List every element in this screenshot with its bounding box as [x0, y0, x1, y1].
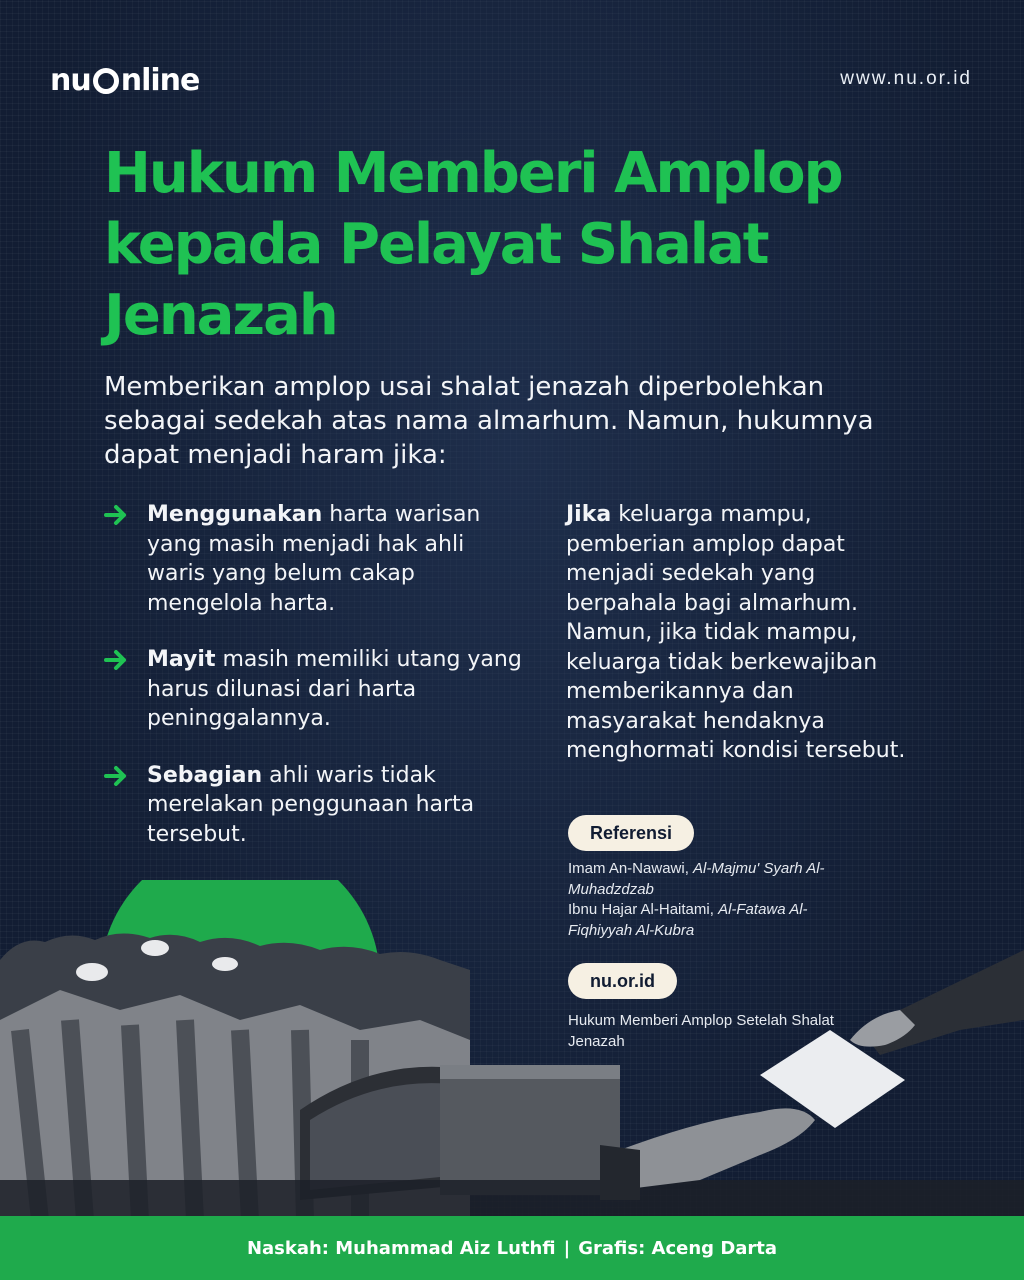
bullet-text: masih memiliki utang yang harus dilunasi dari harta peninggalannya.: [147, 647, 522, 731]
source-badge[interactable]: nu.or.id: [568, 963, 677, 999]
arrow-right-icon: [104, 504, 128, 526]
writer-credit: Naskah: Muhammad Aiz Luthfi: [246, 1237, 556, 1259]
right-keyword: Jika: [566, 502, 612, 527]
bullet-keyword: Mayit: [147, 647, 216, 672]
nu-online-logo[interactable]: [50, 60, 199, 100]
bullet-text: harta warisan yang masih menjadi hak ahli waris yang belum cakap mengelola harta.: [147, 502, 481, 616]
arrow-right-icon: [104, 765, 128, 787]
site-url[interactable]: www.nu.or.id: [840, 68, 972, 89]
reference-author: Imam An-Nawawi,: [568, 860, 694, 877]
list-item: [104, 645, 524, 734]
references-badge: Referensi: [568, 815, 694, 851]
source-title: Hukum Memberi Amplop Setelah Shalat Jenazah: [568, 1012, 834, 1050]
credit-separator: |: [563, 1237, 571, 1259]
designer-credit: Grafis: Aceng Darta: [578, 1237, 778, 1259]
list-item: [104, 500, 524, 618]
logo-text-right: nline: [120, 62, 200, 98]
logo-ring-icon: [93, 68, 119, 94]
reference-author: Ibnu Hajar Al-Haitami,: [568, 901, 719, 918]
bullet-keyword: Menggunakan: [147, 502, 323, 527]
reference-book: Al-Fatawa Al-Fiqhiyyah Al-Kubra: [568, 901, 808, 939]
right-text: keluarga mampu, pemberian amplop dapat menjadi sedekah yang berpahala bagi almarhum. Namun, jika tidak mampu, keluarga tidak berkewajiban memberikannya dan masyarakat hendaknya menghormati kondisi tersebut.: [566, 502, 906, 763]
funeral-prayer-photo: [0, 880, 1024, 1220]
reference-book: Al-Majmu' Syarh Al-Muhadzdzab: [568, 860, 825, 898]
page-title: Hukum Memberi Amplop kepada Pelayat Shalat Jenazah: [104, 141, 842, 348]
arrow-right-icon: [104, 649, 128, 671]
list-item: [104, 761, 524, 850]
intro-paragraph: Memberikan amplop usai shalat jenazah diperbolehkan sebagai sedekah atas nama almarhum. Namun, hukumnya dapat menjadi haram jika:: [104, 372, 874, 470]
logo-text-left: nu: [50, 62, 91, 98]
condition-list: [104, 500, 524, 876]
credits-footer: [0, 1216, 1024, 1280]
capability-paragraph: [566, 500, 906, 766]
bullet-keyword: Sebagian: [147, 762, 263, 788]
bullet-text: ahli waris tidak merelakan penggunaan harta tersebut.: [147, 762, 475, 847]
